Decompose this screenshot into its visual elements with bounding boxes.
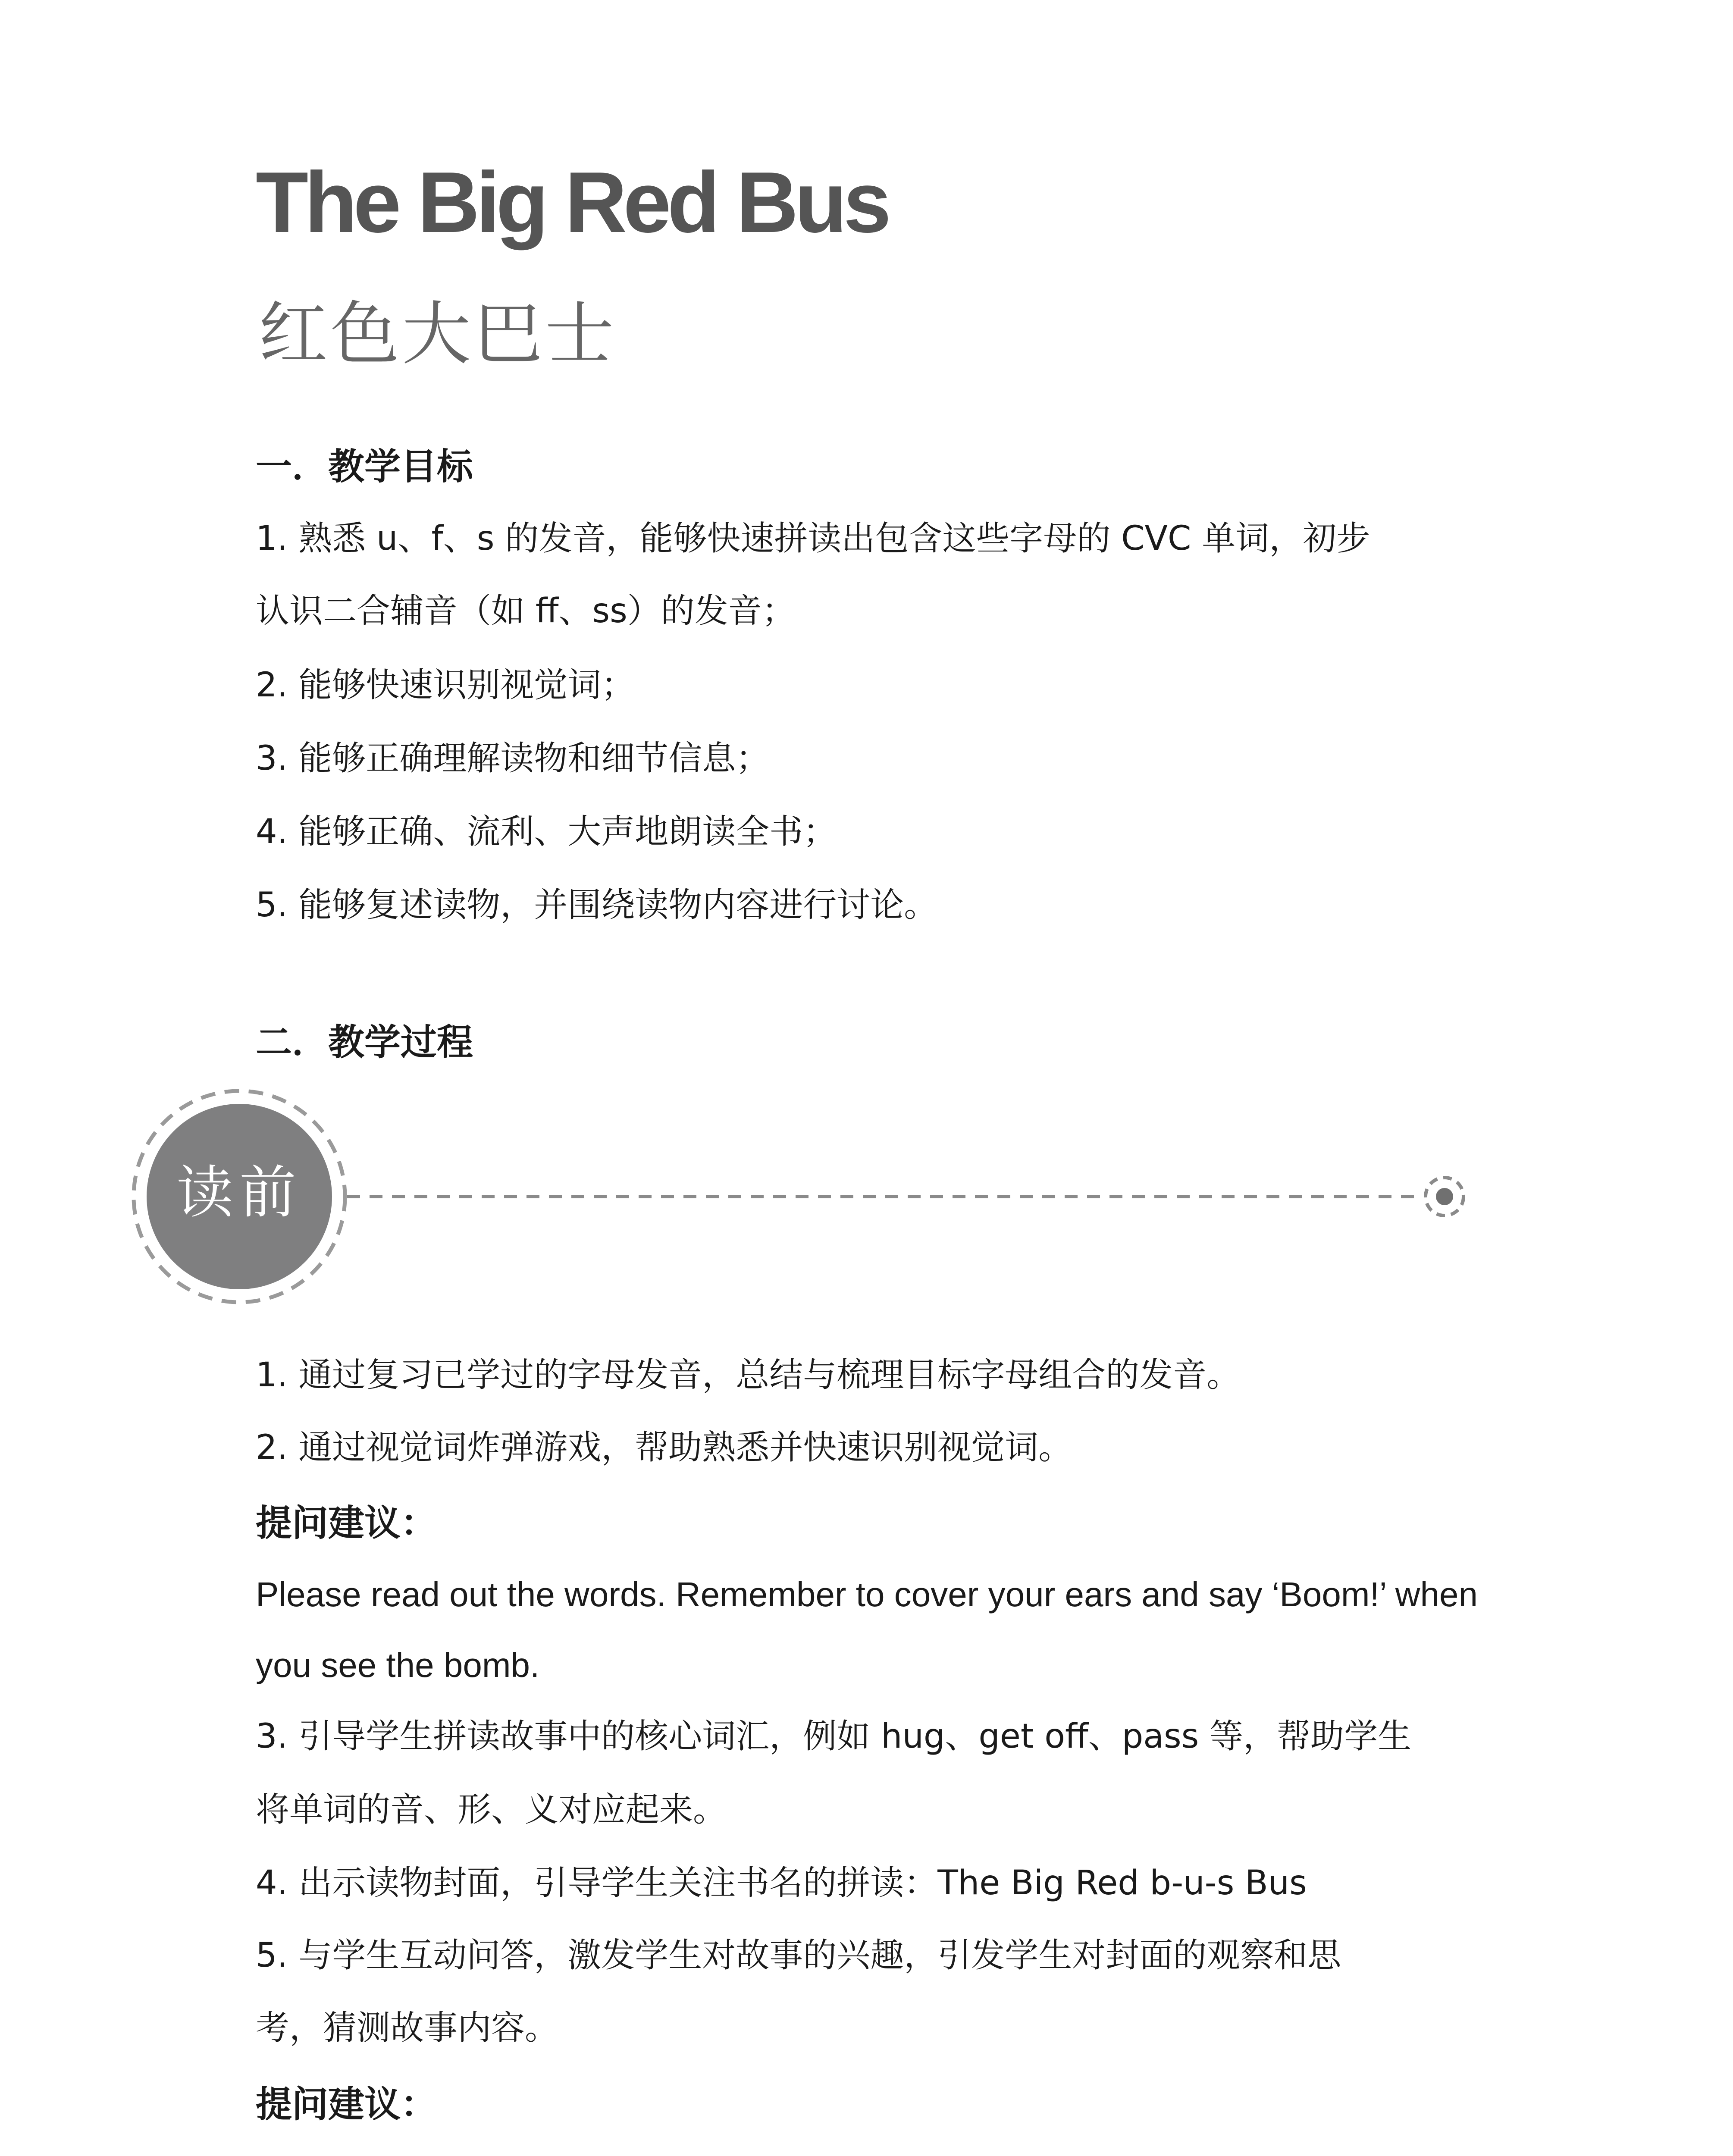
section1-heading: 一．教学目标 <box>256 445 473 488</box>
question-tip-heading-2: 提问建议： <box>256 2083 437 2125</box>
objective-line-3: 3. 能够正确理解读物和细节信息； <box>256 739 770 778</box>
title-chinese: 红色大巴士 <box>259 294 617 374</box>
process-line-5: 5. 与学生互动问答，激发学生对故事的兴趣，引发学生对封面的观察和思 <box>256 1936 1341 1975</box>
objective-line-5: 5. 能够复述读物，并围绕读物内容进行讨论。 <box>256 886 938 924</box>
process-line-4: 4. 出示读物封面，引导学生关注书名的拼读：The Big Red b-u-s Bus <box>256 1864 1307 1902</box>
objective-line-2: 2. 能够快速识别视觉词； <box>256 666 635 705</box>
title-english: The Big Red Bus <box>256 154 888 251</box>
process-line-2: 2. 通过视觉词炸弹游戏，帮助熟悉并快速识别视觉词。 <box>256 1428 1072 1467</box>
question-english-line-1: Please read out the words. Remember to cover your ears and say ‘Boom!’ when <box>256 1575 1478 1614</box>
stage-label-pre-reading: 读前 <box>176 1159 302 1226</box>
question-english-line-2: you see the bomb. <box>256 1646 540 1684</box>
section2-heading: 二．教学过程 <box>256 1021 473 1063</box>
objective-line-4: 4. 能够正确、流利、大声地朗读全书； <box>256 812 837 851</box>
process-line-3-cont: 将单词的音、形、义对应起来。 <box>256 1790 727 1829</box>
process-line-5-cont: 考，猜测故事内容。 <box>256 2009 559 2047</box>
objective-line-1: 1. 熟悉 u、f、s 的发音，能够快速拼读出包含这些字母的 CVC 单词，初步 <box>256 519 1370 558</box>
divider-end-dot <box>1436 1188 1453 1205</box>
question-tip-heading-1: 提问建议： <box>256 1502 437 1544</box>
objective-line-1-cont: 认识二合辅音（如 ff、ss）的发音； <box>256 592 796 630</box>
process-line-1: 1. 通过复习已学过的字母发音，总结与梳理目标字母组合的发音。 <box>256 1356 1241 1395</box>
pre-reading-divider <box>125 1082 1483 1307</box>
process-line-3: 3. 引导学生拼读故事中的核心词汇，例如 hug、get off、pass 等，帮助学生 <box>256 1717 1412 1756</box>
